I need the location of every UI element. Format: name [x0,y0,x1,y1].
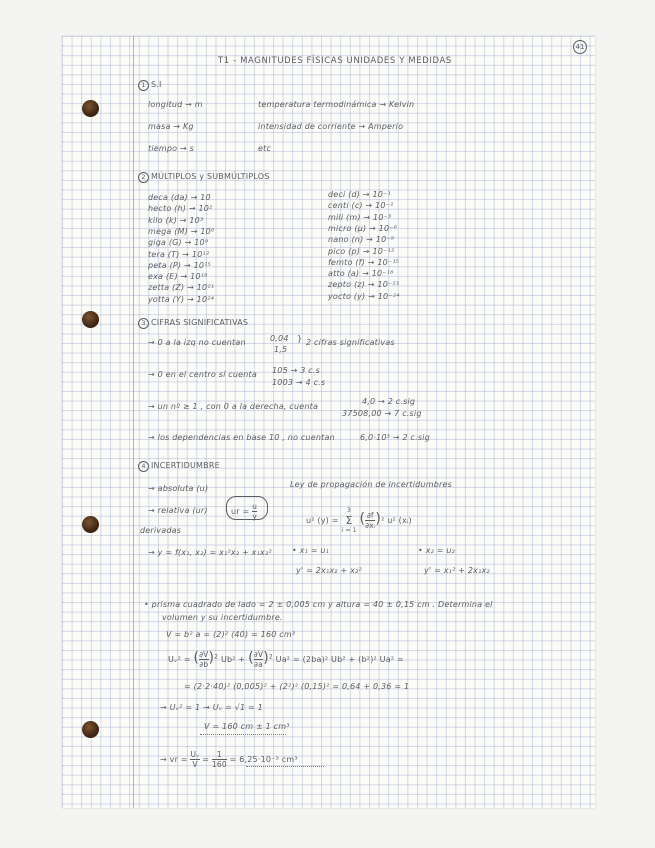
prefix-item: deca (da) → 10 [148,193,211,202]
section-title: S.I [151,80,162,89]
prefix-item: femto (f) → 10⁻¹⁵ [328,257,400,267]
vr-fraction [190,750,199,769]
si-left: longitud → m [148,100,203,109]
prefix-item: giga (G) → 10⁹ [148,238,209,248]
section-title: MÚLTIPLOS y SUBMÚLTIPLOS [151,172,270,181]
problem-statement-cont: volumen y su incertidumbre. [162,613,283,622]
exponent: 2 [214,653,219,661]
volume-calc: V = b² a = (2)² (40) = 160 cm³ [166,630,296,639]
underline [200,730,286,735]
section-heading-incertidumbre [138,461,220,472]
prefix-item: micro (μ) → 10⁻⁶ [328,223,398,233]
derivative-x1-result: y' = 2x₁x₂ + x₂² [296,566,362,575]
rule2-example: 105 → 3 c.s [272,366,321,375]
section-heading-si [138,80,162,91]
prefix-item: peta (P) → 10¹⁵ [148,260,212,270]
vr-den2: 160 [211,760,227,769]
section-heading-multiples [138,172,270,183]
binder-hole [82,721,99,738]
rule-powers-of-ten: → los dependencias en base 10 , no cuentan [148,433,335,442]
open-paren: ( [359,511,366,527]
sum-top: 3 [347,507,352,514]
sum-bottom: i = 1 [341,527,357,534]
derivative-x2: • x₂ = u₂ [418,546,456,555]
rule4-example: 6,0·10³ → 2 c.sig [360,433,430,442]
uv-lhs: Uᵥ² = [168,655,191,664]
law-rhs: ² u² (xᵢ) [381,516,412,525]
si-right: temperatura termodinámica → Kelvin [258,100,415,109]
prefix-item: zepto (z) → 10⁻²¹ [328,280,400,290]
rule2-example: 1003 → 4 c.s [272,378,326,387]
relative-fraction-den: y [252,512,257,521]
rule-trailing-zeros: → un nº ≥ 1 , con 0 a la derecha, cuenta [148,402,319,411]
rule3-example: 4,0 → 2 c.sig [362,397,416,406]
partial-fraction [365,511,375,530]
close-paren: ) [208,650,215,666]
binder-hole [82,311,99,328]
rule1-example-bottom: 1,5 [274,345,288,354]
open-paren: ( [193,650,200,666]
law-lhs: u² (y) = [306,516,339,525]
rule3-example: 37508,00 → 7 c.sig [342,409,422,418]
prefix-item: yocto (y) → 10⁻²⁴ [328,291,400,301]
section-number: 3 [138,318,149,329]
derivadas-label: derivadas [140,526,182,535]
partial-den: ∂a [254,660,263,669]
brace: } [297,334,303,343]
sum-symbol: Σ [345,514,353,527]
prefix-item: mega (M) → 10⁶ [148,226,215,236]
propagation-law-formula [306,506,412,535]
prefix-item: atto (a) → 10⁻¹⁸ [328,269,394,279]
prefix-item: deci (d) → 10⁻¹ [328,190,391,199]
section-heading-cifras [138,318,248,329]
final-result: V = 160 cm ± 1 cm³ [204,722,290,731]
page-number: 41 [573,40,587,54]
si-right: etc [258,144,272,153]
prefix-item: nano (n) → 10⁻⁹ [328,235,395,245]
exponent: 2 [268,653,273,661]
vr-fraction-2 [212,750,227,769]
uv-term1-tail: Ub² + [220,655,246,664]
uncertainty-formula [168,650,404,669]
prefix-item: kilo (k) → 10³ [148,215,204,225]
partial-den: ∂b [199,660,209,669]
open-paren: ( [248,650,254,666]
vr-num2: 1 [216,750,222,759]
partial-fraction [254,650,263,669]
section-number: 2 [138,172,149,183]
prefix-item: zetta (Z) → 10²¹ [148,283,215,293]
close-paren: ) [263,650,269,666]
rule-middle-zeros: → 0 en el centro sí cuenta [148,370,257,379]
relative-fraction-num: u [252,502,258,511]
close-paren: ) [375,511,382,527]
vr-eq: = [202,755,210,764]
prefix-item: pico (p) → 10⁻¹² [328,246,395,256]
derivative-function: → y = f(x₁, x₂) = x₁²x₂ + x₁x₂² [148,548,272,557]
section-number: 1 [138,80,149,91]
prefix-item: exa (E) → 10¹⁸ [148,272,208,282]
prefix-item: mili (m) → 10⁻³ [328,212,392,222]
si-left: tiempo → s [148,144,195,153]
prefix-item: tera (T) → 10¹² [148,249,210,259]
partial-num: ∂f [366,511,374,520]
partial-den: ∂xᵢ [365,521,376,530]
si-left: masa → Kg [148,122,194,131]
partial-fraction [199,650,208,669]
prefix-item: hecto (h) → 10² [148,204,213,214]
sum-limits [341,506,356,535]
page-title: T1 - MAGNITUDES FÍSICAS UNIDADES Y MEDIDAS [218,56,452,66]
underline [246,762,324,767]
uv-term2-tail: Ua² = (2ba)² Ub² + (b²)² Ua² = [275,655,404,664]
notebook-sheet [62,36,595,808]
relative-fraction [252,502,257,521]
prefix-item: yotta (Y) → 10²⁴ [148,294,215,304]
derivative-x2-result: y' = x₁² + 2x₁x₂ [424,566,490,575]
propagation-law-title: Ley de propagación de incertidumbres [290,480,452,489]
vr-num: Uᵥ [190,750,200,759]
relative-uncertainty: → relativa (ur) [148,506,208,515]
problem-statement: • prisma cuadrado de lado = 2 ± 0,005 cm y altura = 40 ± 0,15 cm . Determina el [144,600,493,609]
binder-hole [82,100,99,117]
si-right: intensidad de corriente → Amperio [258,122,404,131]
vr-lhs: → vr = [160,755,188,764]
partial-num: ∂V [199,650,209,659]
section-title: INCERTIDUMBRE [151,461,220,470]
vr-tail: = 6,25·10⁻³ cm³ [229,755,298,764]
rule1-example-top: 0,04 [270,334,289,343]
vr-den: V [192,760,198,769]
rule-leading-zeros: → 0 a la izq no cuentan [148,338,246,347]
margin-line [133,36,134,808]
prefix-item: centi (c) → 10⁻² [328,201,394,211]
absolute-uncertainty: → absoluta (u) [148,484,209,493]
section-number: 4 [138,461,149,472]
uncertainty-calc: = (2·2·40)² (0,005)² + (2²)² (0,15)² = 0,64 + 0,36 = 1 [184,682,410,691]
partial-num: ∂V [253,650,264,659]
binder-hole [82,516,99,533]
uncertainty-root: → Uᵥ² = 1 → Uᵥ = √1 = 1 [160,703,263,712]
rule1-note: 2 cifras significativas [306,338,395,347]
relative-formula [231,502,257,521]
relative-formula-lhs: ur = [231,507,250,516]
derivative-x1: • x₁ = u₁ [292,546,330,555]
section-title: CIFRAS SIGNIFICATIVAS [151,318,249,327]
